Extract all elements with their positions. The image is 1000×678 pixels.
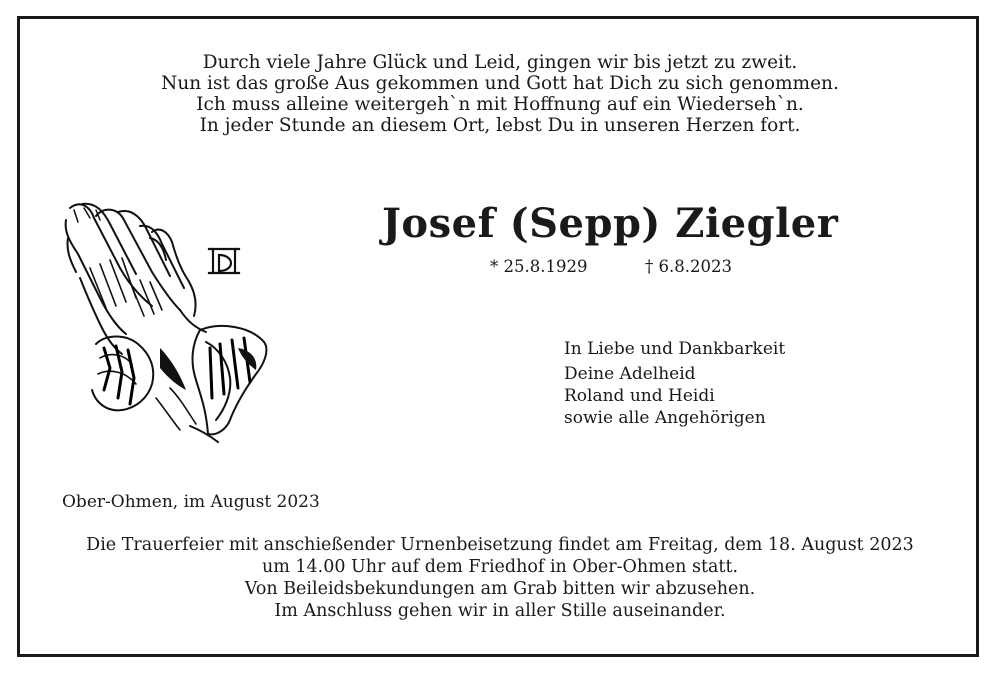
notice-line: um 14.00 Uhr auf dem Friedhof in Ober-Ohmen statt.: [261, 557, 739, 577]
deceased-name: Josef (Sepp) Ziegler: [382, 200, 839, 247]
death-date: † 6.8.2023: [645, 257, 732, 276]
praying-hands-icon: [60, 198, 270, 443]
notice-line: Im Anschluss gehen wir in aller Stille auseinander.: [274, 601, 726, 621]
mourner-line: sowie alle Angehörigen: [564, 408, 766, 428]
funeral-notice: [0, 534, 1000, 622]
poem-line: Nun ist das große Aus gekommen und Gott hat Dich zu sich genommen.: [161, 73, 839, 94]
poem-line: In jeder Stunde an diesem Ort, lebst Du in unseren Herzen fort.: [199, 115, 801, 136]
poem-line: Durch viele Jahre Glück und Leid, gingen wir bis jetzt zu zweit.: [202, 52, 798, 73]
mourners-intro: In Liebe und Dankbarkeit: [564, 339, 786, 359]
poem-line: Ich muss alleine weitergeh`n mit Hoffnung auf ein Wiederseh`n.: [196, 94, 804, 115]
mourner-line: Roland und Heidi: [564, 386, 715, 406]
poem: [0, 52, 1000, 136]
notice-line: Die Trauerfeier mit anschießender Urnenbeisetzung findet am Freitag, dem 18. August 2023: [86, 535, 914, 555]
mourner-line: Deine Adelheid: [564, 364, 696, 384]
notice-line: Von Beileidsbekundungen am Grab bitten wir abzusehen.: [244, 579, 756, 599]
monogram-logo: [205, 245, 243, 277]
mourners: [564, 338, 785, 429]
birth-date: * 25.8.1929: [490, 257, 588, 276]
place-date: Ober-Ohmen, im August 2023: [62, 492, 320, 512]
